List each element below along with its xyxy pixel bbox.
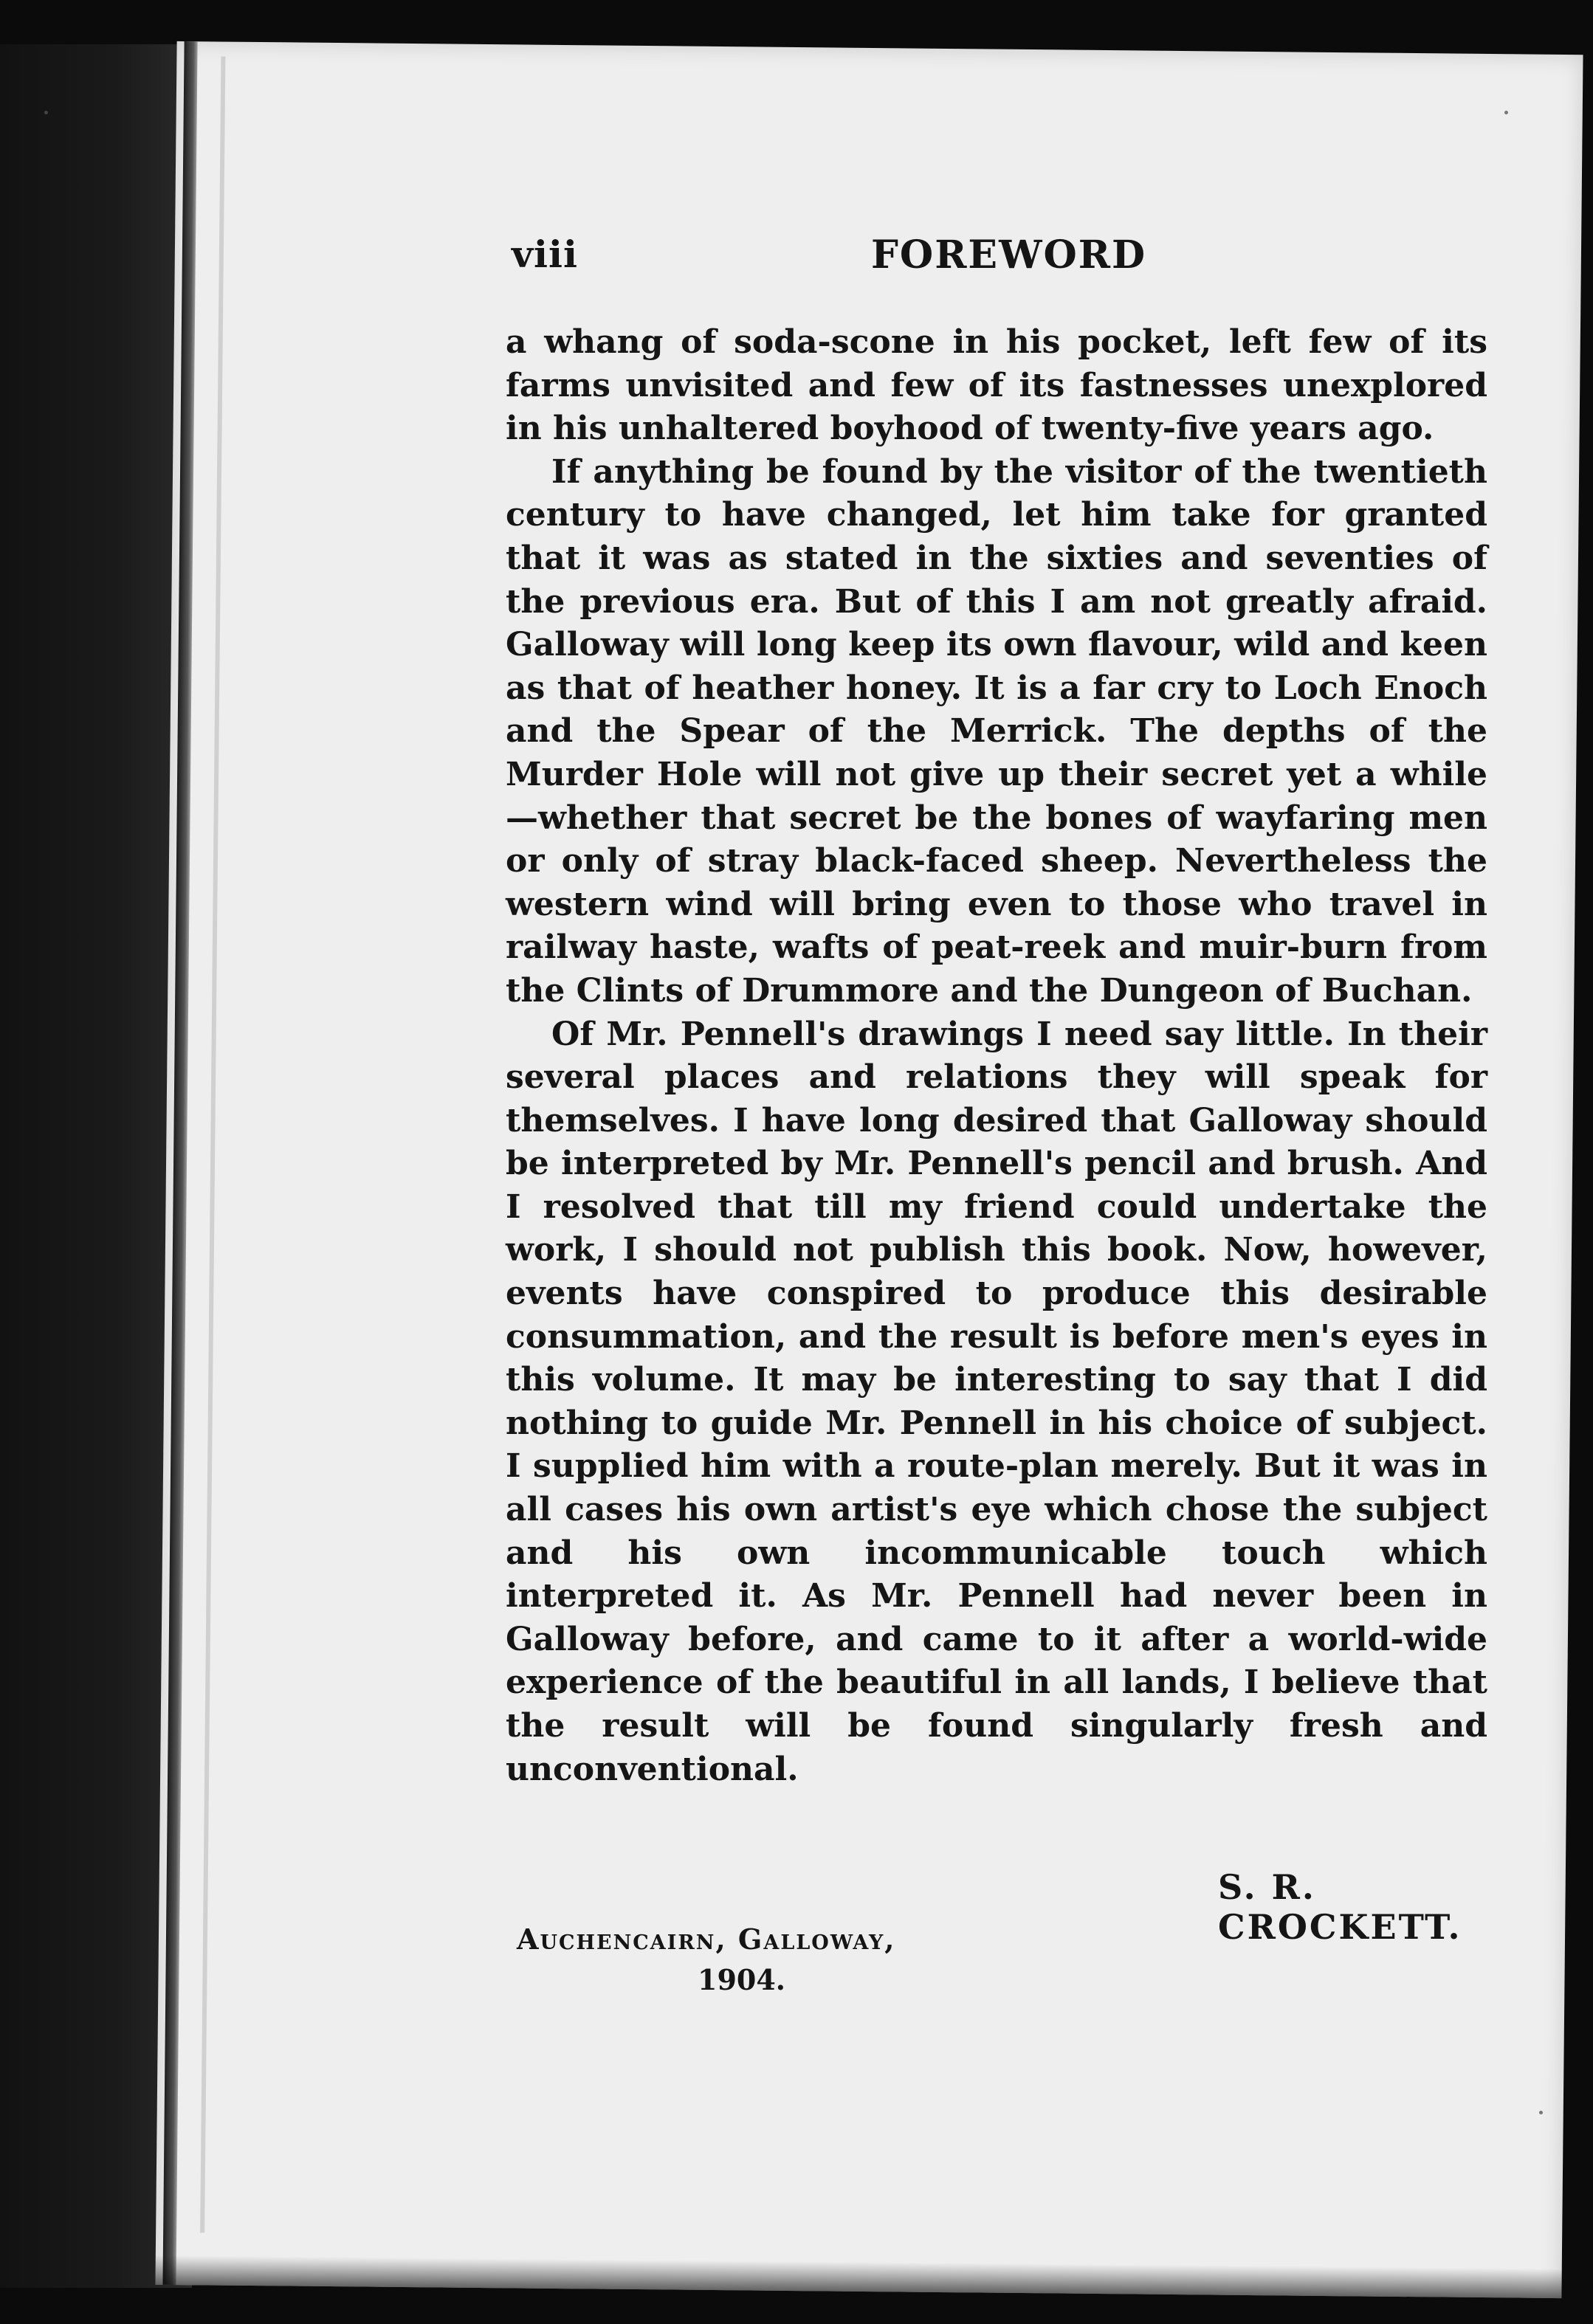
page-content (336, 192, 1487, 1996)
dust-speck (1504, 111, 1508, 114)
page-number: viii (512, 232, 579, 276)
running-head (336, 192, 1473, 277)
page-bottom-shadow (155, 2255, 1561, 2298)
dust-speck (44, 111, 48, 114)
paragraph: Of Mr. Pennell's drawings I need say little. In their several places and relations they will speak for themselves. I have long desired that Galloway should be interpreted by Mr. Pennell's pencil and brush. And I resolved that till my friend could undertake the work, I should not publish this book. Now, however, events have conspired to produce this desirable consummation, and the result is before men's eyes in this volume. It may be interesting to say that I did nothing to guide Mr. Pennell in his choice of subject. I supplied him with a route-plan merely. But it was in all cases his own artist's eye which chose the subject and his own incommunicable touch which interpreted it. As Mr. Pennell had never been in Galloway before, and came to it after a world-wide experience of the beautiful in all lands, I believe that the result will be found singularly fresh and unconventional. (506, 1015, 1487, 1788)
author-signature: S. R. CROCKETT. (1218, 1867, 1462, 1947)
year-line: 1904. (698, 1963, 785, 1996)
page-binding-line (200, 57, 225, 2233)
dust-speck (1539, 2111, 1543, 2114)
paragraph: a whang of soda-scone in his pocket, left few of its farms unvisited and few of its fastnesses unexplored in his unhaltered boyhood of twenty-five years ago. (506, 323, 1487, 448)
body-text (506, 321, 1487, 1791)
place-line: Auchencairn, Galloway, (517, 1923, 896, 1956)
page-title: FOREWORD (871, 232, 1147, 277)
paragraph: If anything be found by the visitor of the twentieth century to have changed, let him take for granted that it was as stated in the sixties and seventies of the previous era. But of this I am not greatly afraid. Galloway will long keep its own flavour, wild and keen as that of heather honey. It is a far cry to Loch Enoch and the Spear of the Merrick. The depths of the Murder Hole will not give up their secret yet a while—whether that secret be the bones of wayfaring men or only of stray black-faced sheep. Nevertheless the western wind will bring even to those who travel in railway haste, wafts of peat-reek and muir-burn from the Clints of Drummore and the Dungeon of Buchan. (506, 452, 1487, 1010)
